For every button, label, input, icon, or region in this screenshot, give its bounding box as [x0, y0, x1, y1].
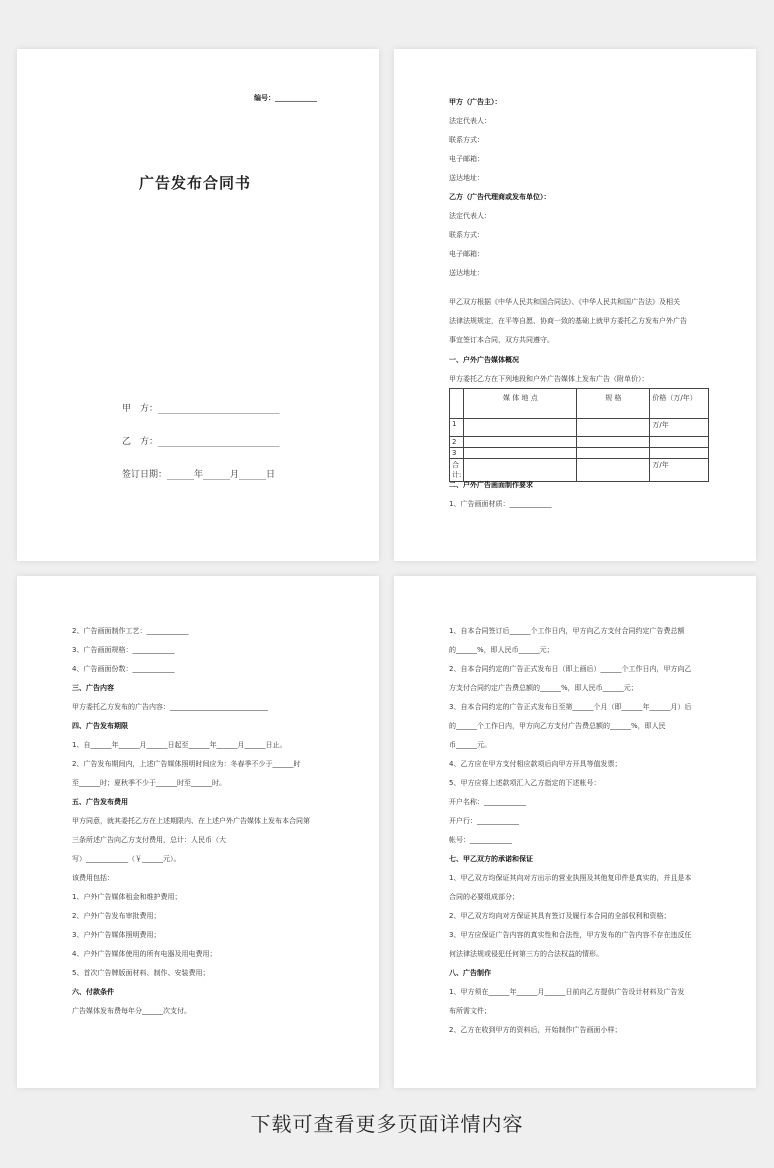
- table-cell: 万/年: [650, 419, 709, 437]
- party-b-contact: 联系方式：: [449, 231, 484, 239]
- list-item: 2、乙方在收到甲方的资料后，开始制作广告画面小样；: [449, 1026, 622, 1034]
- list-item: 3、广告画面规格：____________: [72, 646, 175, 654]
- section-1-text: 甲方委托乙方在下列地段和户外广告媒体上发布广告（附单价）：: [449, 375, 649, 383]
- list-item: 4、广告画面份数：____________: [72, 665, 175, 673]
- list-item: 3、甲方应保证广告内容的真实性和合法性，甲方发布的广告内容不存在违反任: [449, 931, 692, 939]
- account-number-line: 帐号：____________: [449, 836, 512, 844]
- section-4-title: 四、广告发布期限: [72, 722, 128, 730]
- contract-number-label: 编号：____________: [254, 94, 317, 102]
- table-cell: [464, 459, 577, 482]
- list-item: 2、自本合同约定的广告正式发布日（即上画后）______个工作日内，甲方向乙: [449, 665, 692, 673]
- table-row: [450, 448, 709, 459]
- media-table: [449, 388, 709, 482]
- download-more-caption: 下载可查看更多页面详情内容: [250, 1112, 524, 1136]
- list-item: 4、乙方应在甲方支付相应款项后向甲方开具等值发票；: [449, 760, 622, 768]
- list-item: 该费用包括：: [72, 874, 114, 882]
- table-cell: 1: [450, 419, 464, 437]
- party-a-address: 送达地址：: [449, 174, 484, 182]
- section-7-title: 七、甲乙双方的承诺和保证: [449, 855, 533, 863]
- list-item: 3、户外广告媒体照明费用；: [72, 931, 161, 939]
- table-row: [450, 437, 709, 448]
- list-item: 三条所述广告向乙方支付费用，总计：人民币（大: [72, 836, 226, 844]
- list-item: 1、自______年______月______日起至______年______月______日止。: [72, 741, 287, 749]
- list-item: 币______元。: [449, 741, 491, 749]
- list-item: 何法律法规或侵犯任何第三方的合法权益的情形。: [449, 950, 603, 958]
- table-cell: [577, 419, 650, 437]
- table-cell: 3: [450, 448, 464, 459]
- list-item: 甲方委托乙方发布的广告内容：____________________________: [72, 703, 268, 711]
- list-item: 写）____________（￥______元）。: [72, 855, 181, 863]
- table-header-row: [450, 389, 709, 419]
- sign-date-line: 签订日期：______年______月______日: [122, 470, 276, 480]
- document-page-cover: [17, 49, 379, 561]
- list-item: 布所需文件；: [449, 1007, 491, 1015]
- section-2-title: 二、户外广告画面制作要求: [449, 481, 533, 489]
- section-8-title: 八、广告制作: [449, 969, 491, 977]
- list-item: 1、甲方须在______年______月______日前向乙方提供广告设计材料及广告发: [449, 988, 685, 996]
- list-item: 3、自本合同约定的广告正式发布日至第______个月（即______年______月）后: [449, 703, 692, 711]
- list-item: 2、广告发布期间内，上述广告媒体照明时间应为：冬春季不少于______时: [72, 760, 301, 768]
- section-3-title: 三、广告内容: [72, 684, 114, 692]
- party-b-address: 送达地址：: [449, 269, 484, 277]
- list-item: 2、甲乙双方均向对方保证其具有签订及履行本合同的全部权利和资格；: [449, 912, 671, 920]
- list-item: 的______%，即人民币______元；: [449, 646, 554, 654]
- section-5-title: 五、广告发布费用: [72, 798, 128, 806]
- document-page-3: [17, 576, 379, 1088]
- party-b-email: 电子邮箱：: [449, 250, 484, 258]
- intro-paragraph-line: 甲乙双方根据《中华人民共和国合同法》、《中华人民共和国广告法》及相关: [449, 298, 680, 306]
- section-1-title: 一、户外广告媒体概况: [449, 356, 519, 364]
- list-item: 广告媒体发布费每年分______次支付。: [72, 1007, 191, 1015]
- intro-paragraph-line: 事宜签订本合同，双方共同遵守。: [449, 336, 554, 344]
- table-cell: [464, 419, 577, 437]
- list-item: 2、广告画面制作工艺：____________: [72, 627, 189, 635]
- table-header-cell: 媒 体 地 点: [464, 389, 577, 419]
- table-cell: 万/年: [650, 459, 709, 482]
- list-item: 5、甲方应将上述款项汇入乙方指定的下述帐号：: [449, 779, 601, 787]
- list-item: 甲方同意，就其委托乙方在上述期限内、在上述户外广告媒体上发布本合同第: [72, 817, 310, 825]
- table-cell: [577, 437, 650, 448]
- party-b-representative: 法定代表人：: [449, 212, 491, 220]
- list-item: 1、甲乙双方均保证其向对方出示的营业执照及其他复印件是真实的，并且是本: [449, 874, 692, 882]
- list-item: 的______个工作日内，甲方向乙方支付广告费总额的______%，即人民: [449, 722, 666, 730]
- table-header-cell: 规 格: [577, 389, 650, 419]
- document-page-2: [394, 49, 756, 561]
- table-header-cell: 价格（万/年）: [650, 389, 709, 419]
- party-a-contact: 联系方式：: [449, 136, 484, 144]
- table-cell: [650, 448, 709, 459]
- table-row: [450, 459, 709, 482]
- list-item: 合同的必要组成部分；: [449, 893, 519, 901]
- list-item: 1、自本合同签订后______个工作日内，甲方向乙方支付合同约定广告费总额: [449, 627, 685, 635]
- table-cell: 2: [450, 437, 464, 448]
- party-a-representative: 法定代表人：: [449, 117, 491, 125]
- table-header-cell: [450, 389, 464, 419]
- table-cell: [464, 437, 577, 448]
- party-a-line: 甲 方：___________________________: [122, 404, 280, 414]
- list-item: 方支付合同约定广告费总额的______%，即人民币______元；: [449, 684, 638, 692]
- party-b-heading: 乙方（广告代理商或发布单位）：: [449, 193, 551, 201]
- list-item: 5、首次广告牌版面材料、制作、安装费用；: [72, 969, 210, 977]
- table-cell: 合计:: [450, 459, 464, 482]
- list-item: 1、户外广告媒体租金和维护费用；: [72, 893, 182, 901]
- account-name-line: 开户名称：____________: [449, 798, 526, 806]
- section-6-title: 六、付款条件: [72, 988, 114, 996]
- list-item: 4、户外广告媒体使用的所有电器及用电费用；: [72, 950, 217, 958]
- document-page-4: [394, 576, 756, 1088]
- table-cell: [577, 448, 650, 459]
- contract-title: 广告发布合同书: [139, 174, 252, 192]
- intro-paragraph-line: 法律法规规定，在平等自愿、协商一致的基础上就甲方委托乙方发布户外广告: [449, 317, 687, 325]
- party-a-email: 电子邮箱：: [449, 155, 484, 163]
- table-row: [450, 419, 709, 437]
- table-cell: [464, 448, 577, 459]
- list-item: 2、户外广告发布审批费用；: [72, 912, 161, 920]
- section-2-item-1: 1、广告画面材质：____________: [449, 500, 552, 508]
- party-a-heading: 甲方（广告主）：: [449, 98, 502, 106]
- bank-line: 开户行：____________: [449, 817, 519, 825]
- party-b-line: 乙 方：___________________________: [122, 437, 280, 447]
- table-cell: [577, 459, 650, 482]
- table-cell: [650, 437, 709, 448]
- list-item: 至______时；夏秋季不少于______时至______时。: [72, 779, 226, 787]
